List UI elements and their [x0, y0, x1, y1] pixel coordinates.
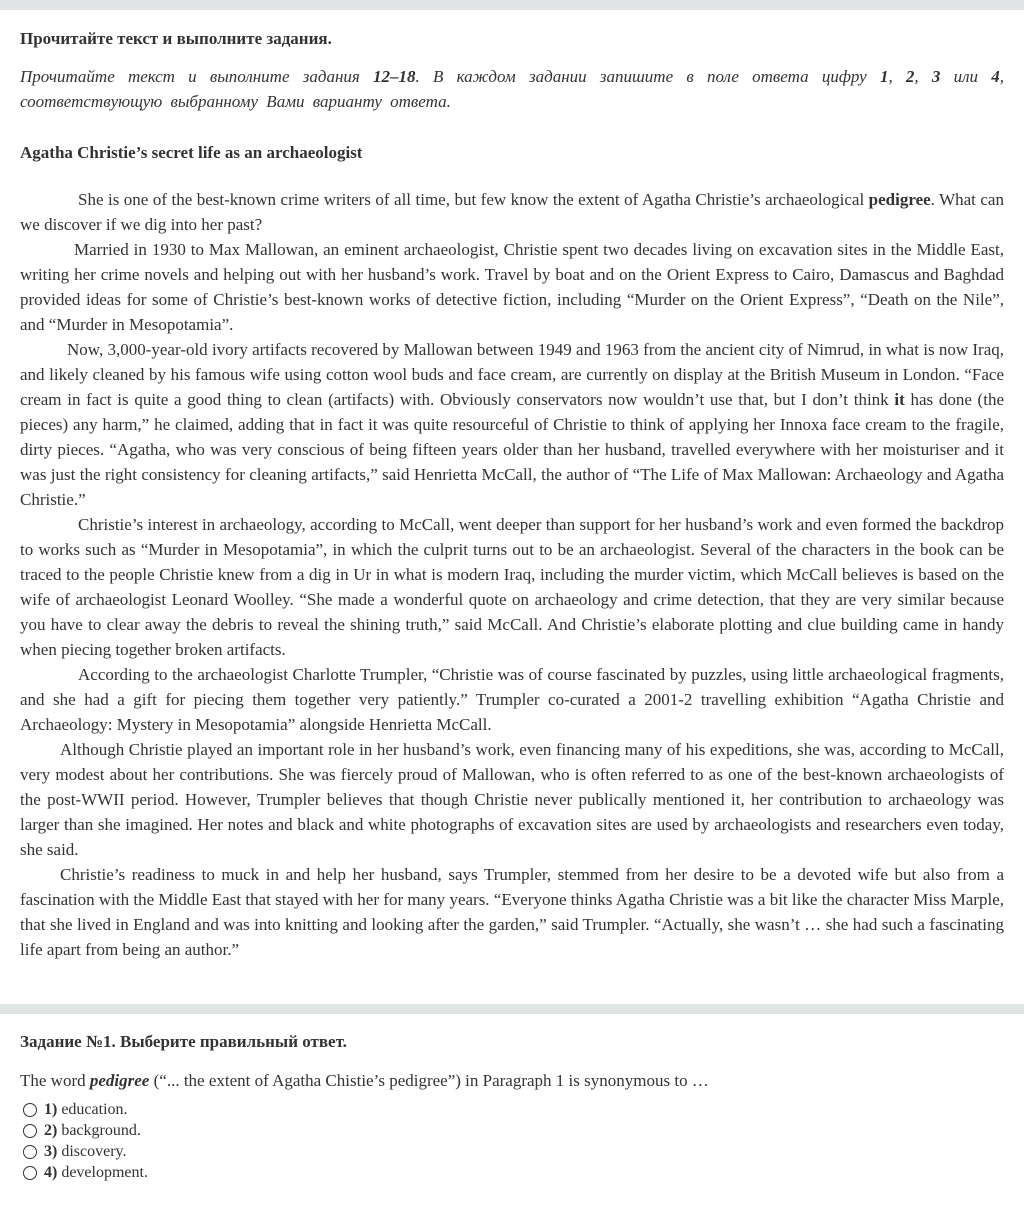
question-section: [0, 1014, 1024, 1183]
instructions: [20, 64, 1004, 114]
separator: ,: [888, 67, 906, 86]
reading-task-section: [0, 10, 1024, 962]
separator: ,: [914, 67, 932, 86]
answer-digit: 2: [905, 67, 915, 86]
paragraph-text: Now, 3,000-year-old ivory artifacts recovered by Mallowan between 1949 and 1963 from the ancient city of Nimrud, in what is now Iraq, and likely cleaned by his famous wife using cotton wool buds and face cream, are currently on display at the British Museum in London. “Face cream in fact is quite a good thing to clean (artifacts) with. Obviously conservators now wouldn’t use that, but I don’t think: [20, 340, 1004, 409]
article-title: Agatha Christie’s secret life as an archaeologist: [20, 143, 363, 162]
article-paragraph-7: Christie’s readiness to muck in and help her husband, says Trumpler, stemmed from her desire to be a devoted wife but also from a fascination with the Middle East that stayed with her for many years. “Everyone thinks Agatha Christie was a bit like the character Miss Marple, that she lived in England and was into knitting and looking after the garden,” said Trumpler. “Actually, she wasn’t … she had such a fascinating life apart from being an author.”: [20, 865, 1004, 959]
highlighted-word: pedigree: [868, 190, 931, 209]
task-range: 12–18: [373, 67, 416, 86]
article-body: [20, 187, 1004, 962]
option-label: development.: [61, 1164, 148, 1181]
paragraph-text: She is one of the best-known crime writers of all time, but few know the extent of Agatha Christie’s archaeological: [78, 190, 869, 209]
instructions-text: Прочитайте текст и выполните задания: [20, 67, 374, 86]
answer-option-4[interactable]: [20, 1162, 1004, 1183]
answer-digit: 4: [991, 67, 1000, 86]
option-number: 4): [44, 1164, 58, 1181]
question-text-part: (“... the extent of Agatha Chistie’s pedigree”) in Paragraph 1 is synonymous to …: [149, 1071, 709, 1090]
radio-button-icon[interactable]: [23, 1166, 37, 1180]
article-paragraph-5: According to the archaeologist Charlotte Trumpler, “Christie was of course fascinated by puzzles, using little archaeological fragments, and she had a gift for piecing them together very patiently.” Trumpler co-curated a 2001-2 travelling exhibition “Agatha Christie and Archaeology: Mystery in Mesopotamia” alongside Henrietta McCall.: [20, 665, 1004, 734]
radio-button-icon[interactable]: [23, 1145, 37, 1159]
answer-option-1[interactable]: [20, 1099, 1004, 1120]
answer-digit: 3: [931, 67, 941, 86]
option-label: discovery.: [61, 1143, 127, 1160]
answer-options: [20, 1099, 1004, 1183]
article-paragraph-6: Although Christie played an important role in her husband’s work, even financing many of his expeditions, she was, according to McCall, very modest about her contributions. She was fiercely proud of Mallowan, who is often referred to as one of the best-known archaeologists of the post-WWII period. However, Trumpler believes that though Christie never publically mentioned it, her contribution to archaeology was larger than she imagined. Her notes and black and white photographs of excavation sites are used by archaeologists and researchers even today, she said.: [20, 740, 1004, 859]
article-paragraph-2: Married in 1930 to Max Mallowan, an eminent archaeologist, Christie spent two decades living on excavation sites in the Middle East, writing her crime novels and helping out with her husband’s work. Travel by boat and on the Orient Express to Cairo, Damascus and Baghdad provided ideas for some of Christie’s best-known works of detective fiction, including “Murder on the Orient Express”, “Death on the Nile”, and “Murder in Mesopotamia”.: [20, 240, 1004, 334]
paragraph-text: . What can we discover if we dig into her past?: [20, 190, 1004, 234]
instructions-text: или: [940, 67, 992, 86]
answer-option-3[interactable]: [20, 1141, 1004, 1162]
option-number: 3): [44, 1143, 58, 1160]
question-text: [20, 1068, 1004, 1093]
answer-digit: 1: [879, 67, 889, 86]
article-paragraph-4: Christie’s interest in archaeology, according to McCall, went deeper than support for her husband’s work and even formed the backdrop to works such as “Murder in Mesopotamia”, in which the culprit turns out to be an archaeologist. Several of the characters in the book can be traced to the people Christie knew from a dig in Ur in what is modern Iraq, including the murder victim, which McCall believes is based on the wife of archaeologist Leonard Woolley. “She made a wonderful quote on archaeology and crime detection, that they are very similar because you have to clear away the debris to reveal the shining truth,” said McCall. And Christie’s elaborate plotting and clue building came in handy when piecing together broken artifacts.: [20, 515, 1004, 659]
section-divider-band: [0, 1004, 1024, 1014]
section-heading: Прочитайте текст и выполните задания.: [20, 29, 332, 48]
question-text-part: The word: [20, 1071, 90, 1090]
option-label: education.: [61, 1101, 128, 1118]
question-title: Задание №1. Выберите правильный ответ.: [20, 1032, 347, 1051]
answer-option-2[interactable]: [20, 1120, 1004, 1141]
option-number: 1): [44, 1101, 58, 1118]
highlighted-word: it: [894, 390, 905, 409]
instructions-text: , соответствующую выбранному Вами варианту ответа.: [20, 67, 1005, 111]
instructions-text: . В каждом задании запишите в поле ответа цифру: [415, 67, 880, 86]
article-paragraph-3: [20, 337, 1004, 512]
paragraph-text: has done (the pieces) any harm,” he claimed, adding that in fact it was quite resourceful of Christie to think of applying her Innoxa face cream to the fragile, dirty pieces. “Agatha, who was very conscious of being fifteen years older than her husband, travelled everywhere with her moisturiser and it was just the right consistency for cleaning artifacts,” said Henrietta McCall, the author of “The Life of Max Mallowan: Archaeology and Agatha Christie.”: [20, 390, 1004, 509]
radio-button-icon[interactable]: [23, 1124, 37, 1138]
option-label: background.: [61, 1122, 141, 1139]
option-number: 2): [44, 1122, 58, 1139]
top-divider-band: [0, 0, 1024, 10]
question-keyword: pedigree: [89, 1071, 150, 1090]
radio-button-icon[interactable]: [23, 1103, 37, 1117]
article-paragraph-1: [20, 187, 1004, 237]
